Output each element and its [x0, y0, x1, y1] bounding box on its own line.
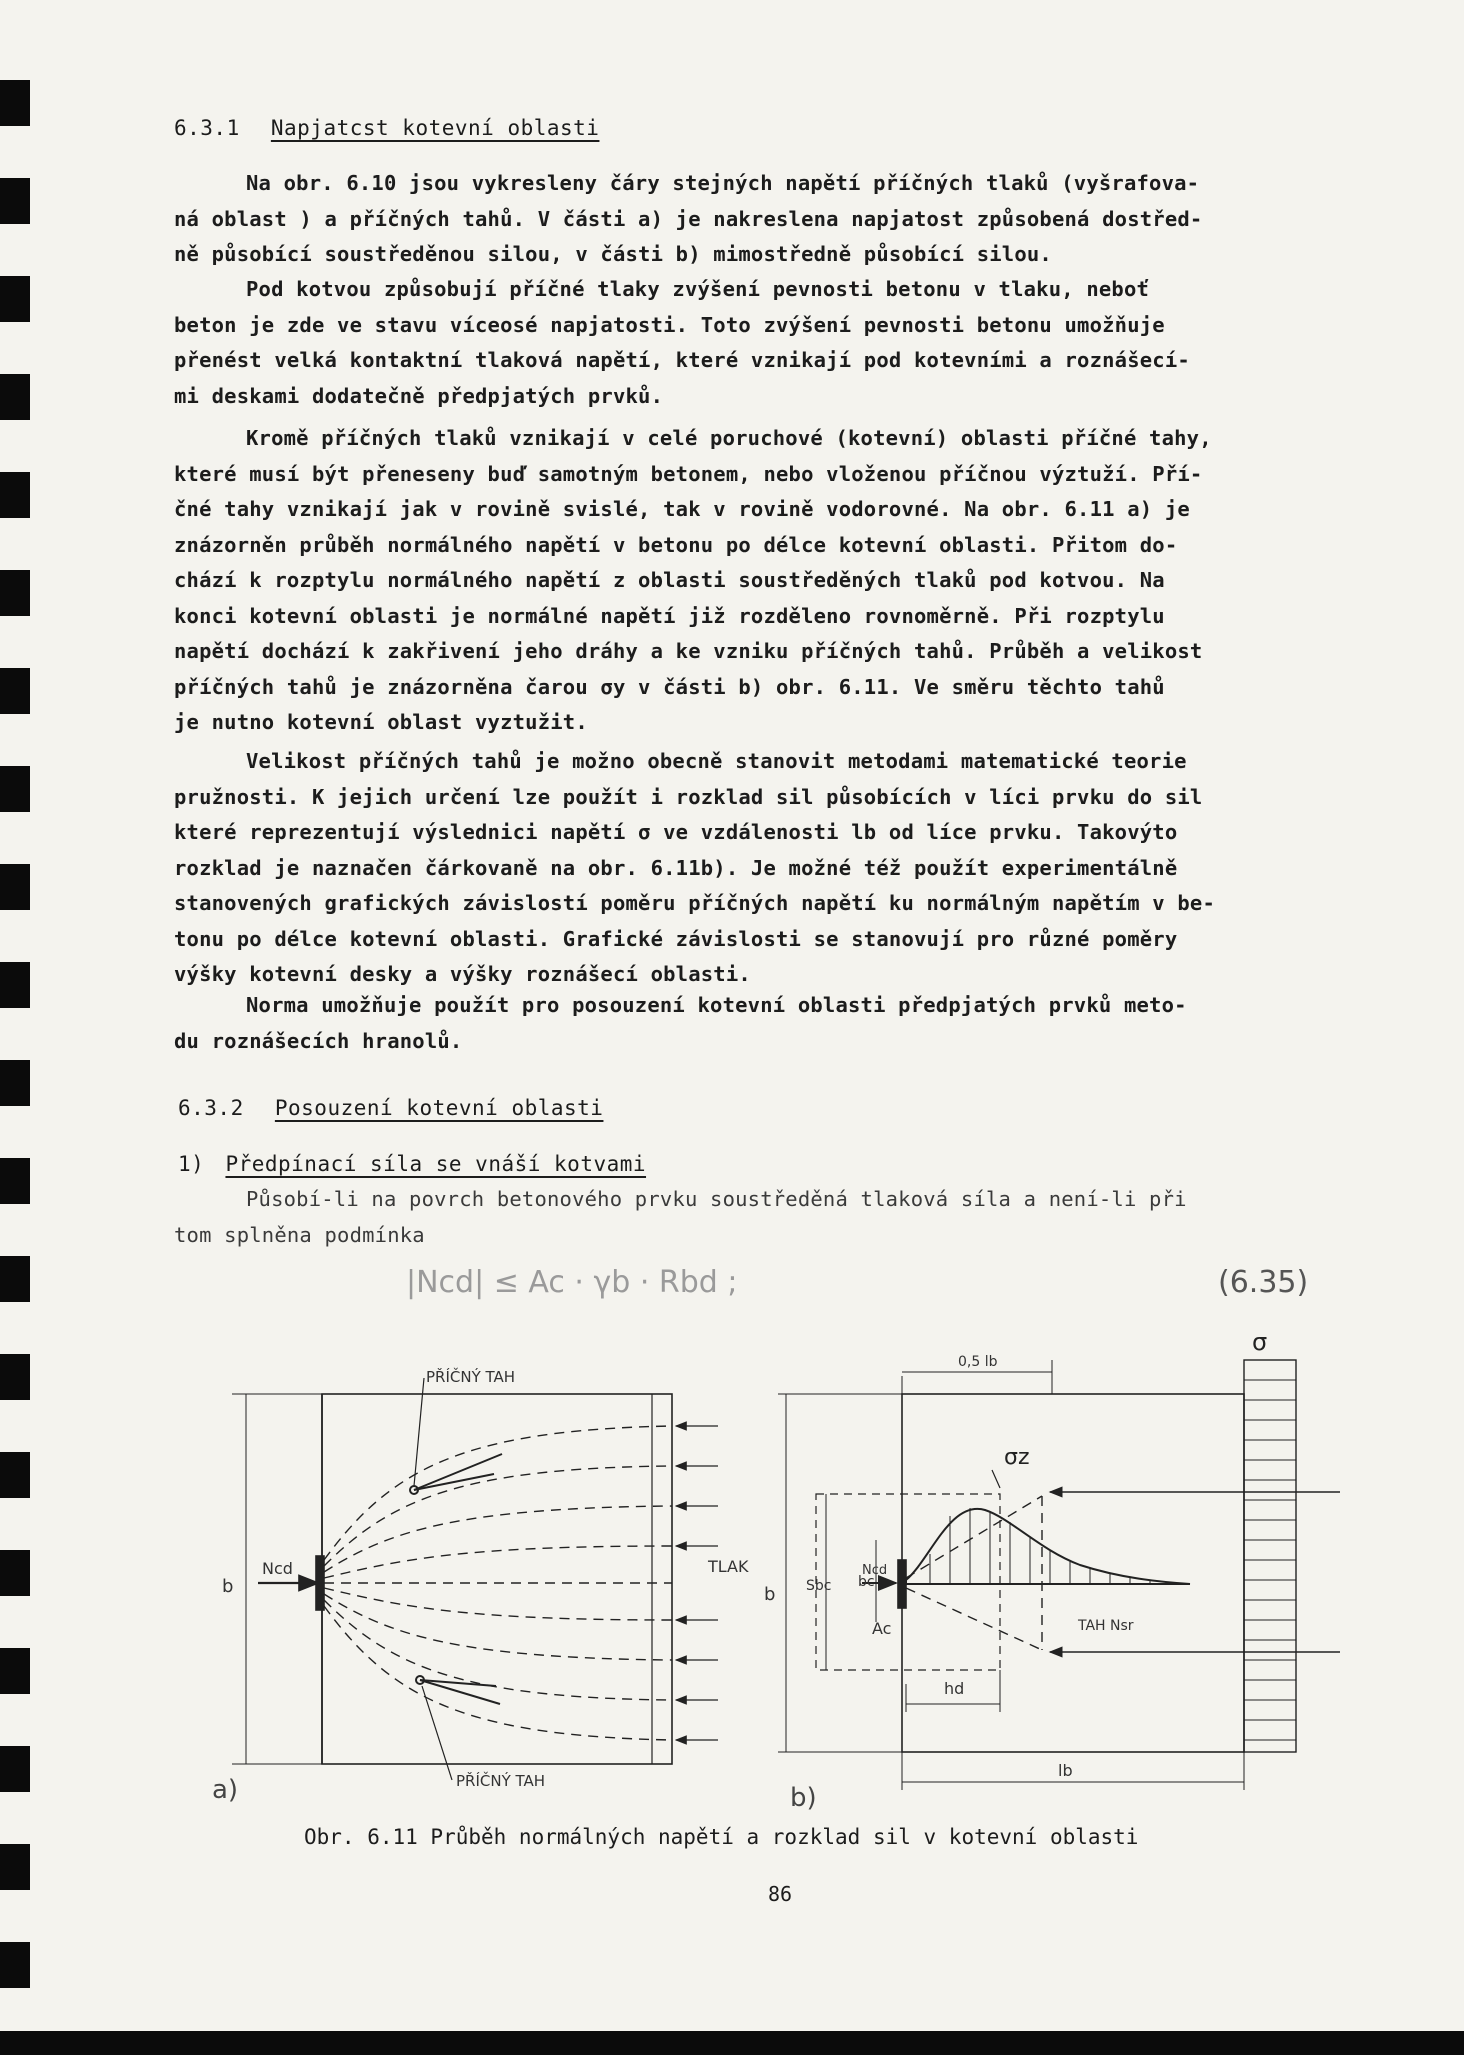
- paragraph: [174, 744, 1359, 993]
- sigma-z-label: σz: [1004, 1445, 1030, 1470]
- uniform-stress-block: [1244, 1360, 1296, 1752]
- paragraph: [174, 421, 1359, 741]
- section-heading: [174, 116, 599, 140]
- force-label: Ncd: [862, 1563, 888, 1578]
- sbc-label: Sbc: [806, 1578, 832, 1594]
- text-line: konci kotevní oblasti je normálné napětí již rozděleno rovnoměrně. Při rozptylu: [174, 603, 1165, 628]
- compression-label: TLAK: [708, 1557, 749, 1576]
- figure-b: [778, 1360, 1340, 1790]
- section-title: Napjatcst kotevní oblasti: [270, 116, 600, 140]
- subsection-number: 1): [178, 1152, 205, 1176]
- paragraph: [174, 166, 1359, 273]
- text-line: Pod kotvou způsobují příčné tlaky zvýšení pevnosti betonu v tlaku, neboť: [246, 277, 1150, 301]
- text-line: Norma umožňuje použít pro posouzení kotevní oblasti předpjatých prvků meto-: [246, 993, 1187, 1017]
- transverse-tension-arrows: [410, 1454, 502, 1704]
- figure-a: [232, 1378, 718, 1780]
- text-line: znázorněn průběh normálného napětí v betonu po délce kotevní oblasti. Přitom do-: [174, 532, 1178, 557]
- leader-line: [422, 1686, 452, 1780]
- text-line: pružnosti. K jejich určení lze použít i rozklad sil působících v líci prvku do sil: [174, 784, 1203, 809]
- uniform-stress-arrows: [676, 1426, 718, 1740]
- height-label: b: [222, 1576, 234, 1597]
- section-title: Posouzení kotevní oblasti: [274, 1096, 604, 1120]
- section-number: 6.3.1: [174, 116, 240, 140]
- text-line: mi deskami dodatečně předpjatých prvků.: [174, 383, 664, 408]
- text-line: přenést velká kontaktní tlaková napětí, které vznikají pod kotevními a roznášecí-: [174, 348, 1190, 372]
- text-line: čné tahy vznikají jak v rovině svislé, tak v rovině vodorovné. Na obr. 6.11 a) je: [174, 497, 1190, 521]
- ac-label: Ac: [872, 1619, 892, 1638]
- text-line: chází k rozptylu normálného napětí z oblasti soustředěných tlaků pod kotvou. Na: [174, 568, 1165, 592]
- figure-a-label: a): [212, 1775, 239, 1805]
- text-line: které reprezentují výslednici napětí σ ve vzdálenosti lb od líce prvku. Takovýto: [174, 820, 1178, 844]
- height-label: b: [764, 1584, 776, 1605]
- force-label: Ncd: [262, 1559, 293, 1578]
- text-line: Velikost příčných tahů je možno obecně stanovit metodami matematické teorie: [246, 749, 1187, 773]
- hd-label: hd: [944, 1679, 965, 1698]
- paragraph: [174, 988, 1359, 1059]
- text-line: tonu po délce kotevní oblasti. Grafické závislosti se stanovují pro různé poměry: [174, 926, 1178, 951]
- formula-number: (6.35): [1218, 1265, 1309, 1300]
- text-line: napětí dochází k zakřivení jeho dráhy a ke vzniku příčných tahů. Průběh a velikost: [174, 639, 1203, 663]
- text-line: které musí být přeneseny buď samotným betonem, nebo vloženou příčnou výztuží. Pří-: [174, 461, 1203, 486]
- text-line: ná oblast ) a příčných tahů. V části a) je nakreslena napjatost způsobená dostřed-: [174, 206, 1203, 231]
- text-line: beton je zde ve stavu víceosé napjatosti. Toto zvýšení pevnosti betonu umožňuje: [174, 312, 1165, 337]
- anchor-plate: [316, 1556, 324, 1610]
- half-length-label: 0,5 lb: [958, 1354, 998, 1370]
- text-line: rozklad je naznačen čárkovaně na obr. 6.11b). Je možné též použít experimentálně: [174, 855, 1178, 880]
- text-line: Na obr. 6.10 jsou vykresleny čáry stejných napětí příčných tlaků (vyšrafova-: [246, 171, 1200, 195]
- text-line: příčných tahů je znázorněna čarou σy v části b) obr. 6.11. Ve směru těchto tahů: [174, 674, 1165, 699]
- block-outline-b: [902, 1394, 1244, 1752]
- stress-trajectories: [324, 1426, 672, 1740]
- sigma-z-curve: [906, 1509, 1190, 1584]
- page-number: 86: [768, 1882, 793, 1906]
- force-decomposition: [906, 1496, 1042, 1650]
- length-label: lb: [1058, 1761, 1073, 1780]
- subsection-title: Předpínací síla se vnáší kotvami: [225, 1152, 647, 1176]
- text-line: Kromě příčných tlaků vznikají v celé poruchové (kotevní) oblasti příčné tahy,: [246, 426, 1212, 450]
- sigma-label: σ: [1252, 1328, 1268, 1356]
- leader-line: [992, 1470, 1000, 1488]
- text-line: du roznášecích hranolů.: [174, 1028, 463, 1053]
- text-line: stanovených grafických závislostí poměru příčných napětí ku normálným napětím v be-: [174, 891, 1215, 915]
- figure-b-label: b): [790, 1783, 817, 1813]
- top-tension-label: PŘÍČNÝ TAH: [426, 1368, 516, 1386]
- tension-label: TAH Nsr: [1078, 1618, 1134, 1634]
- figure-caption: Obr. 6.11 Průběh normálných napětí a rozklad sil v kotevní oblasti: [304, 1825, 1139, 1849]
- text-line: tom splněna podmínka: [174, 1222, 425, 1247]
- paragraph: [174, 272, 1359, 414]
- bottom-tension-label: PŘÍČNÝ TAH: [456, 1772, 546, 1790]
- section-heading: [178, 1096, 603, 1120]
- formula-expression: |Ncd| ≤ Ac · γb · Rbd ;: [406, 1265, 738, 1300]
- text-line: ně působící soustředěnou silou, v části b) mimostředně působící silou.: [174, 242, 1052, 266]
- anchor-plate: [898, 1560, 906, 1608]
- section-number: 6.3.2: [178, 1096, 244, 1120]
- text-line: výšky kotevní desky a výšky roznášecí oblasti.: [174, 962, 751, 986]
- sigma-z-hatching: [930, 1508, 1150, 1584]
- bc-label: bc: [858, 1574, 875, 1590]
- paragraph: [174, 1182, 1359, 1253]
- text-line: Působí-li na povrch betonového prvku soustředěná tlaková síla a není-li při: [246, 1187, 1187, 1211]
- stress-hatching: [1244, 1380, 1296, 1740]
- spread-prism: [816, 1494, 1000, 1670]
- text-line: je nutno kotevní oblast vyztužit.: [174, 710, 588, 734]
- block-outline-a: [322, 1394, 672, 1764]
- leader-line: [414, 1378, 424, 1486]
- subsection-heading: [178, 1152, 646, 1176]
